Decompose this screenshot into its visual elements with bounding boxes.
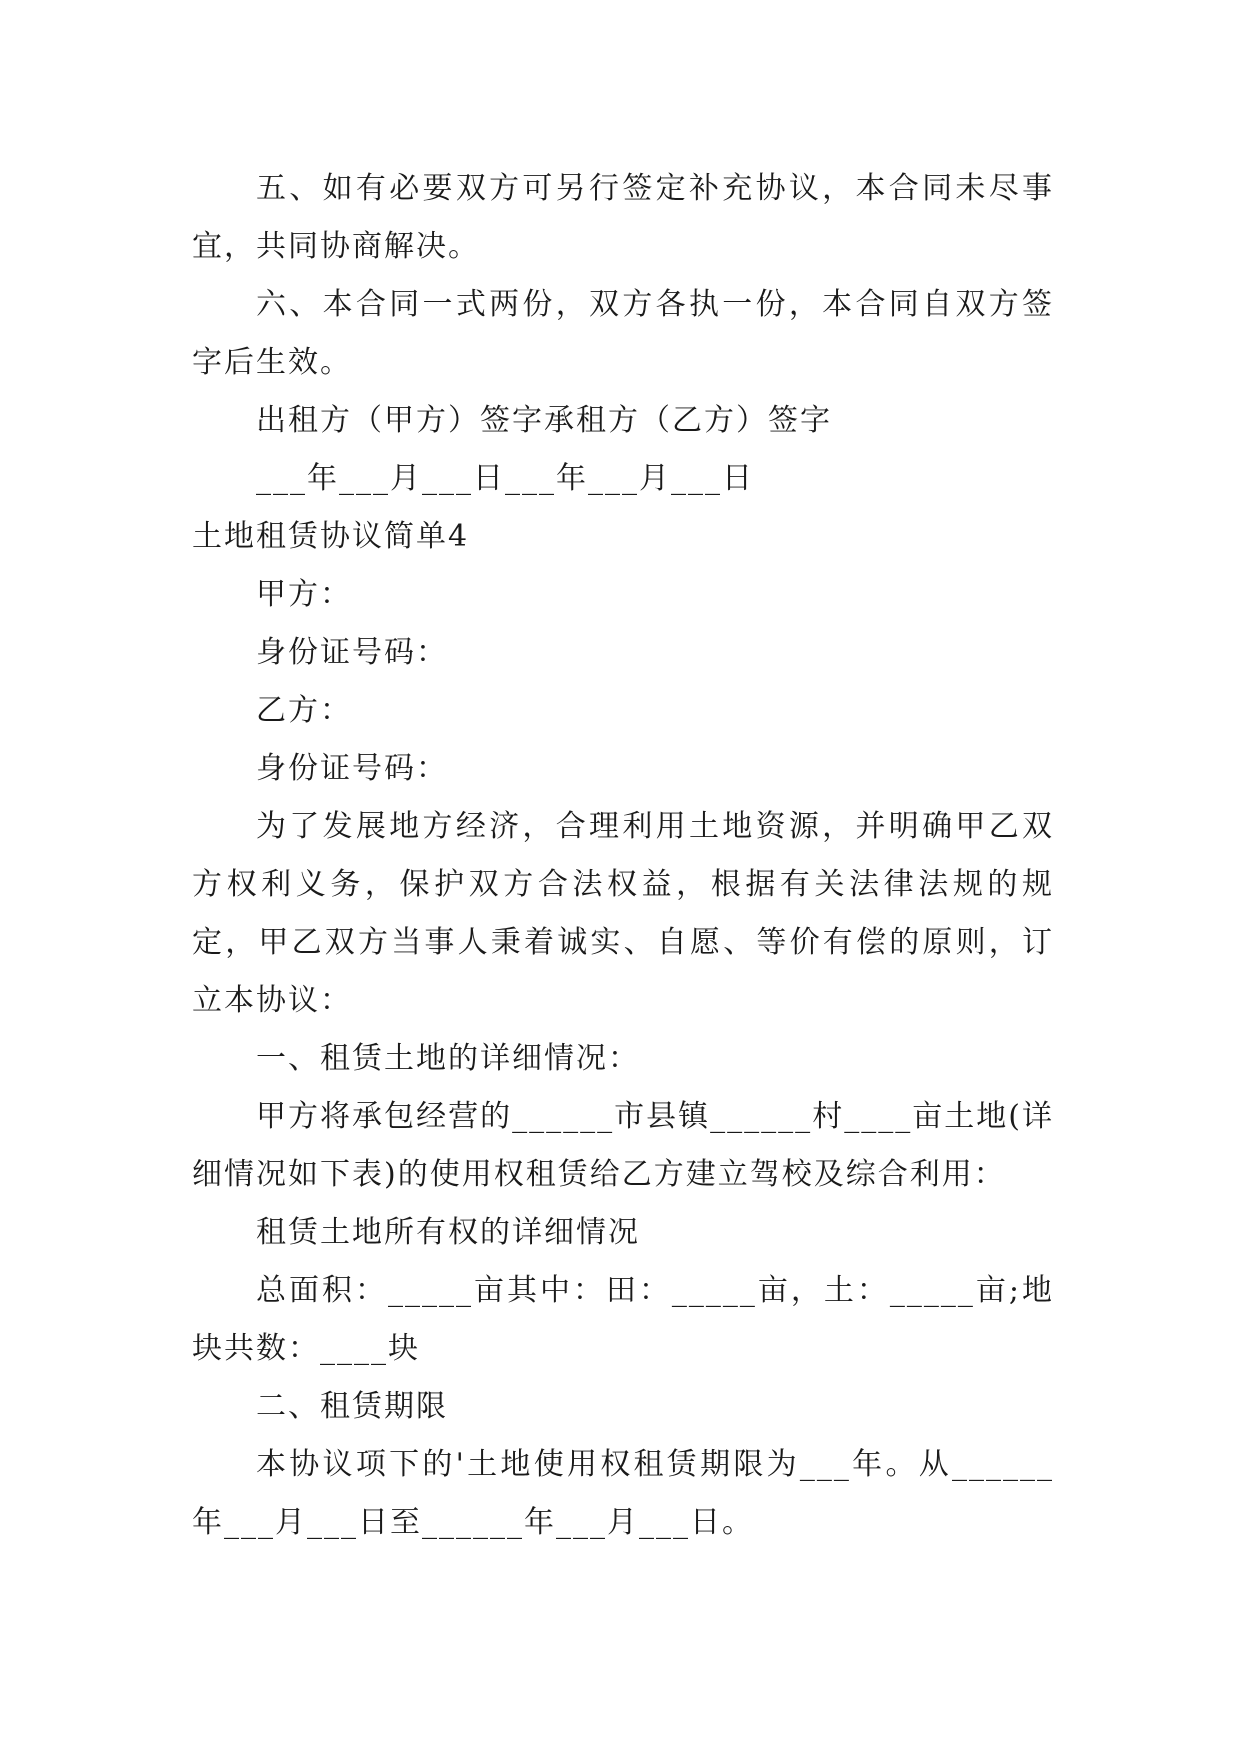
date-line: ___年___月___日___年___月___日 <box>256 461 754 496</box>
land-area-line: 总面积：_____亩其中：田：_____亩，土：_____亩;地块共数：____块 <box>192 1273 1054 1366</box>
article-two-heading: 二、租赁期限 <box>256 1389 448 1424</box>
clause-five: 五、如有必要双方可另行签定补充协议，本合同未尽事宜，共同协商解决。 <box>192 171 1054 264</box>
party-b-label: 乙方： <box>256 693 352 728</box>
signature-line: 出租方（甲方）签字承租方（乙方）签字 <box>256 403 832 438</box>
article-one-heading: 一、租赁土地的详细情况： <box>256 1041 640 1076</box>
lease-term-line: 本协议项下的'土地使用权租赁期限为___年。从______年___月___日至______年___月___日。 <box>192 1447 1054 1540</box>
land-ownership-heading: 租赁土地所有权的详细情况 <box>256 1215 640 1250</box>
document-body <box>192 160 1054 1552</box>
section-title: 土地租赁协议简单4 <box>192 519 470 554</box>
preamble: 为了发展地方经济，合理利用土地资源，并明确甲乙双方权利义务，保护双方合法权益，根据有关法律法规的规定，甲乙双方当事人秉着诚实、自愿、等价有偿的原则，订立本协议： <box>192 809 1054 1018</box>
party-a-label: 甲方： <box>256 577 352 612</box>
party-b-id-label: 身份证号码： <box>256 751 448 786</box>
clause-six: 六、本合同一式两份，双方各执一份，本合同自双方签字后生效。 <box>192 287 1054 380</box>
party-a-id-label: 身份证号码： <box>256 635 448 670</box>
article-one-body: 甲方将承包经营的______市县镇______村____亩土地(详细情况如下表)的使用权租赁给乙方建立驾校及综合利用： <box>192 1099 1054 1192</box>
